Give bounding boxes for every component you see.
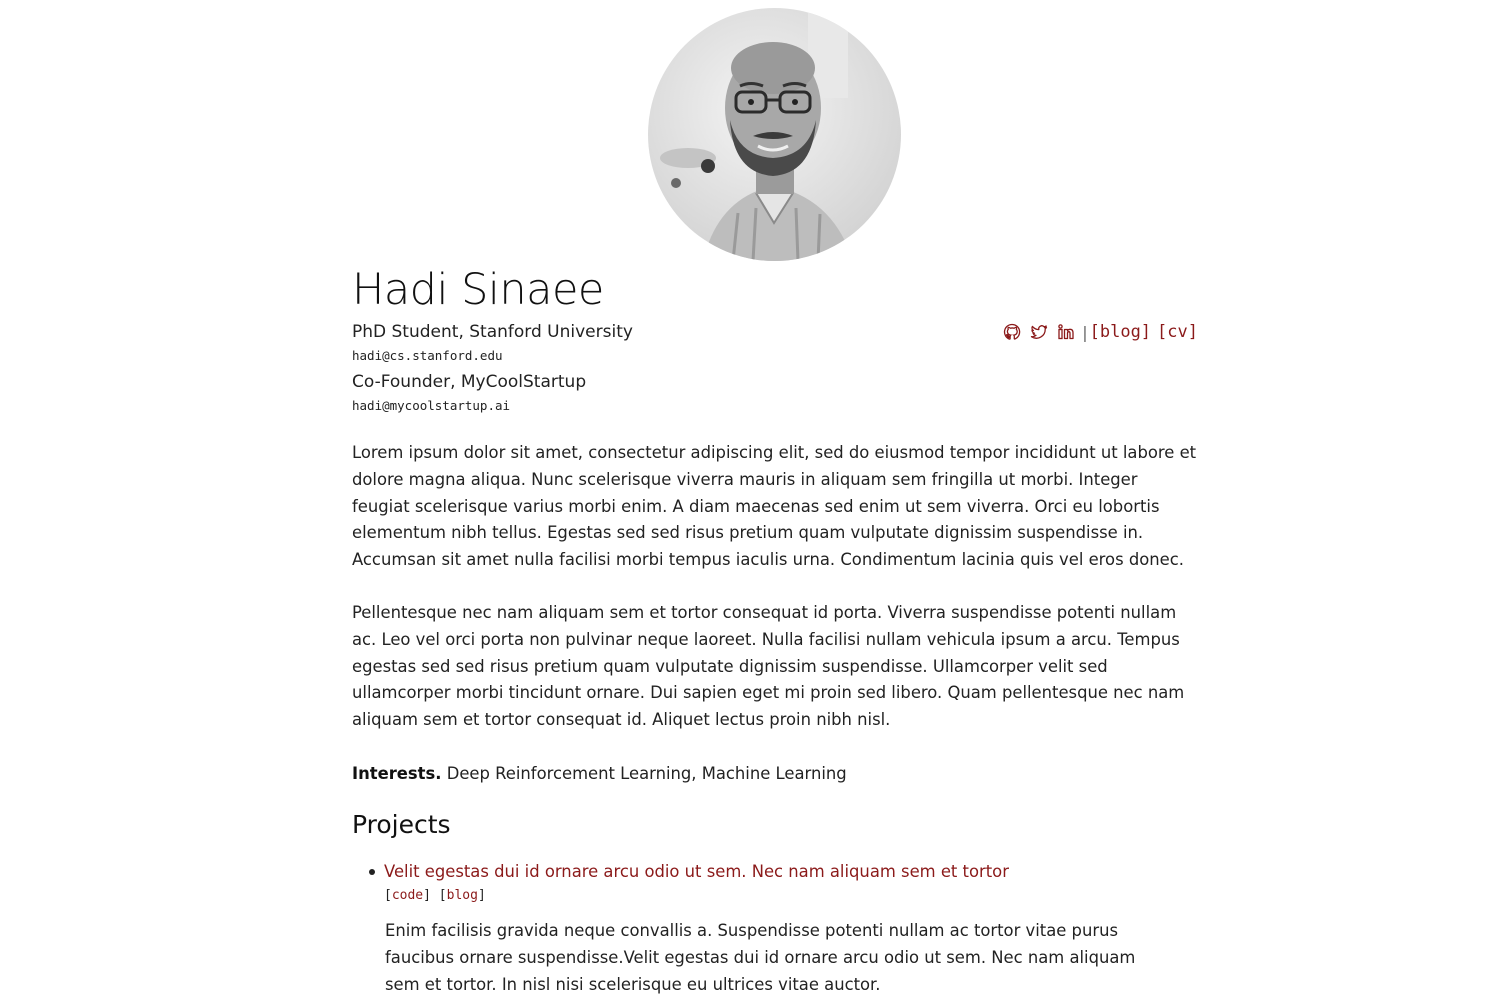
project-code-link[interactable]: code xyxy=(391,888,424,903)
cv-link[interactable]: [cv] xyxy=(1157,322,1198,342)
social-links xyxy=(1003,320,1198,344)
interests-label: Interests. xyxy=(352,764,442,783)
avatar xyxy=(648,8,901,261)
about-paragraph-2: Pellentesque nec nam aliquam sem et tortor consequat id porta. Viverra suspendisse potenti nullam ac. Leo vel orci porta non pulvinar neque laoreet. Nulla facilisi nullam vehicula ipsum a arcu. Tempus egestas sed sed risus pretium quam vulputate dignissim suspendisse. Ullamcorper velit sed ullamcorper morbi tincidunt ornare. Dui sapien eget mi proin sed libero. Quam pellentesque nec nam aliquam sem et tortor consequat id. Aliquet lectus proin nibh nisl. xyxy=(352,603,1185,730)
email-primary: hadi@cs.stanford.edu xyxy=(352,348,503,363)
project-title-link[interactable]: Velit egestas dui id ornare arcu odio ut sem. Nec nam aliquam sem et tortor xyxy=(384,862,1009,881)
interests xyxy=(352,762,847,786)
twitter-icon[interactable] xyxy=(1030,323,1048,341)
role-secondary: Co-Founder, MyCoolStartup xyxy=(352,372,587,392)
bullet-icon xyxy=(369,869,375,875)
interests-value: Deep Reinforcement Learning, Machine Learning xyxy=(446,764,847,783)
projects-heading: Projects xyxy=(352,810,451,839)
links-separator: | xyxy=(1082,322,1088,342)
project-links: [code] [blog] xyxy=(384,888,486,903)
blog-link[interactable]: [blog] xyxy=(1089,322,1152,342)
about-paragraph-1: Lorem ipsum dolor sit amet, consectetur adipiscing elit, sed do eiusmod tempor incididunt ut labore et dolore magna aliqua. Nunc scelerisque viverra mauris in aliquam sem fringilla ut morbi. Integer feugiat scelerisque varius morbi enim. A diam maecenas sed enim ut sem viverra. Orci eu lobortis elementum nibh tellus. Egestas sed sed risus pretium quam vulputate dignissim suspendisse in. Accumsan sit amet nulla facilisi morbi tempus iaculis urna. Condimentum lacinia quis vel eros donec. xyxy=(352,443,1197,570)
linkedin-icon[interactable] xyxy=(1057,323,1075,341)
github-icon[interactable] xyxy=(1003,323,1021,341)
profile-photo-icon xyxy=(648,8,901,261)
project-blog-link[interactable]: blog xyxy=(446,888,478,903)
person-name: Hadi Sinaee xyxy=(352,265,604,315)
role-primary: PhD Student, Stanford University xyxy=(352,322,633,342)
homepage xyxy=(352,0,1198,1000)
email-secondary: hadi@mycoolstartup.ai xyxy=(352,398,511,413)
project-description: Enim facilisis gravida neque convallis a. Suspendisse potenti nullam ac tortor vitae purus faucibus ornare suspendisse.Velit egestas dui id ornare arcu odio ut sem. Nec nam aliquam sem et tortor. In nisl nisi scelerisque eu ultrices vitae auctor. xyxy=(385,921,1136,994)
